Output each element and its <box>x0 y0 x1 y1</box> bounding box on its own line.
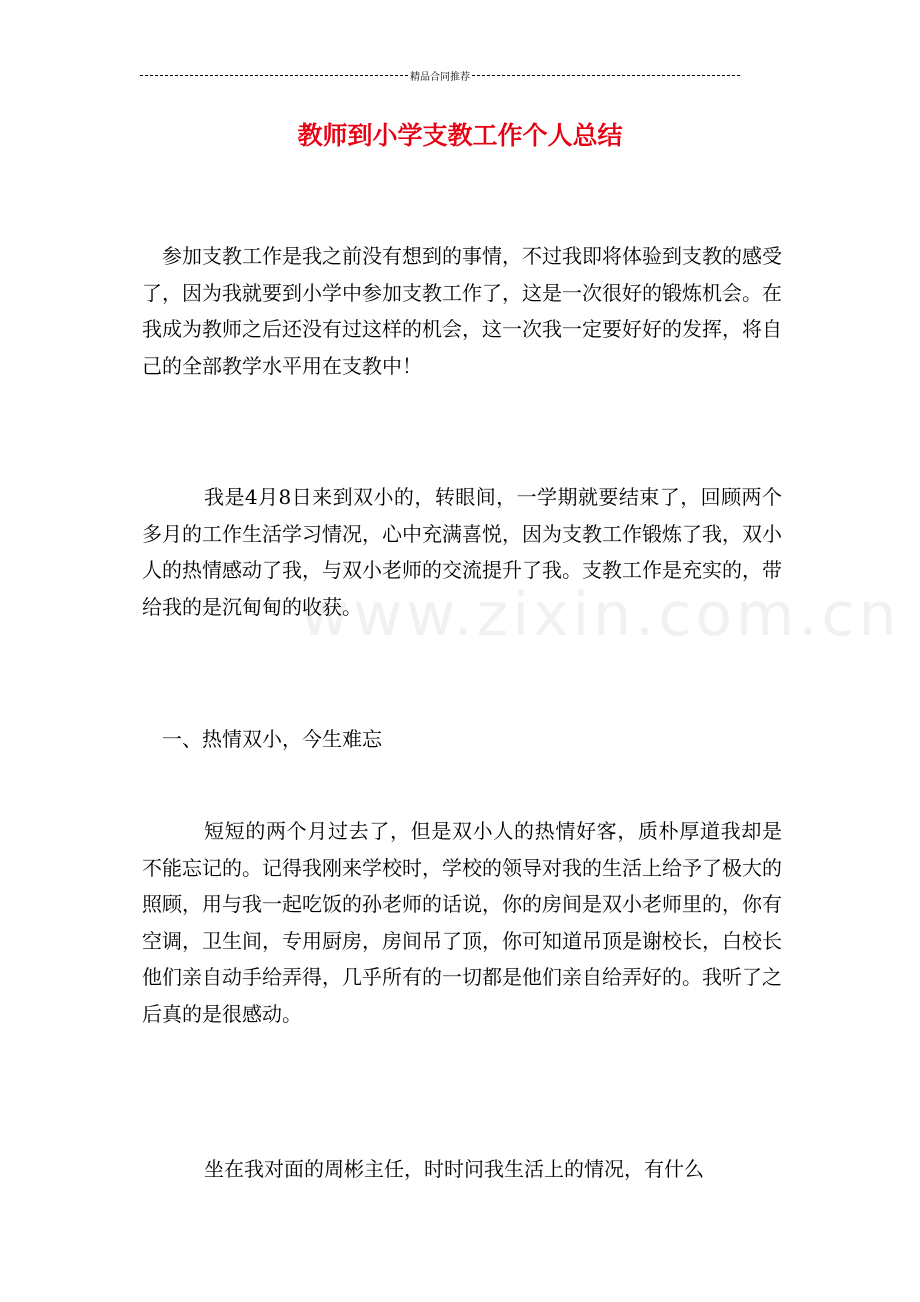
header-rule-left <box>140 75 408 76</box>
page-header <box>140 66 740 84</box>
paragraph-intro: 参加支教工作是我之前没有想到的事情，不过我即将体验到支教的感受了，因为我就要到小学中参加支教工作了，这是一次很好的锻炼机会。在我成为教师之后还没有过这样的机会，这一次我一定要好好的发挥，将自己的全部教学水平用在支教中！ <box>142 244 782 378</box>
paragraph-arrival: 我是4月8日来到双小的，转眼间，一学期就要结束了，回顾两个多月的工作生活学习情况，心中充满喜悦，因为支教工作锻炼了我，双小人的热情感动了我，与双小老师的交流提升了我。支教工作是充实的，带给我的是沉甸甸的收获。 <box>142 485 782 619</box>
paragraph-hospitality: 短短的两个月过去了，但是双小人的热情好客，质朴厚道我却是不能忘记的。记得我刚来学校时，学校的领导对我的生活上给予了极大的照顾，用与我一起吃饭的孙老师的话说，你的房间是双小老师里的，你有空调，卫生间，专用厨房，房间吊了顶，你可知道吊顶是谢校长，白校长他们亲自动手给弄得，几乎所有的一切都是他们亲自给弄好的。我听了之后真的是很感动。 <box>142 819 782 1026</box>
header-label: 精品合同推荐 <box>410 71 470 83</box>
paragraph-director: 坐在我对面的周彬主任，时时问我生活上的情况，有什么 <box>204 1157 704 1181</box>
header-rule-right <box>472 75 740 76</box>
section-heading: 一、热情双小，今生难忘 <box>162 727 382 751</box>
watermark: www.zixin.com.cn <box>300 580 901 650</box>
document-title: 教师到小学支教工作个人总结 <box>297 121 623 150</box>
